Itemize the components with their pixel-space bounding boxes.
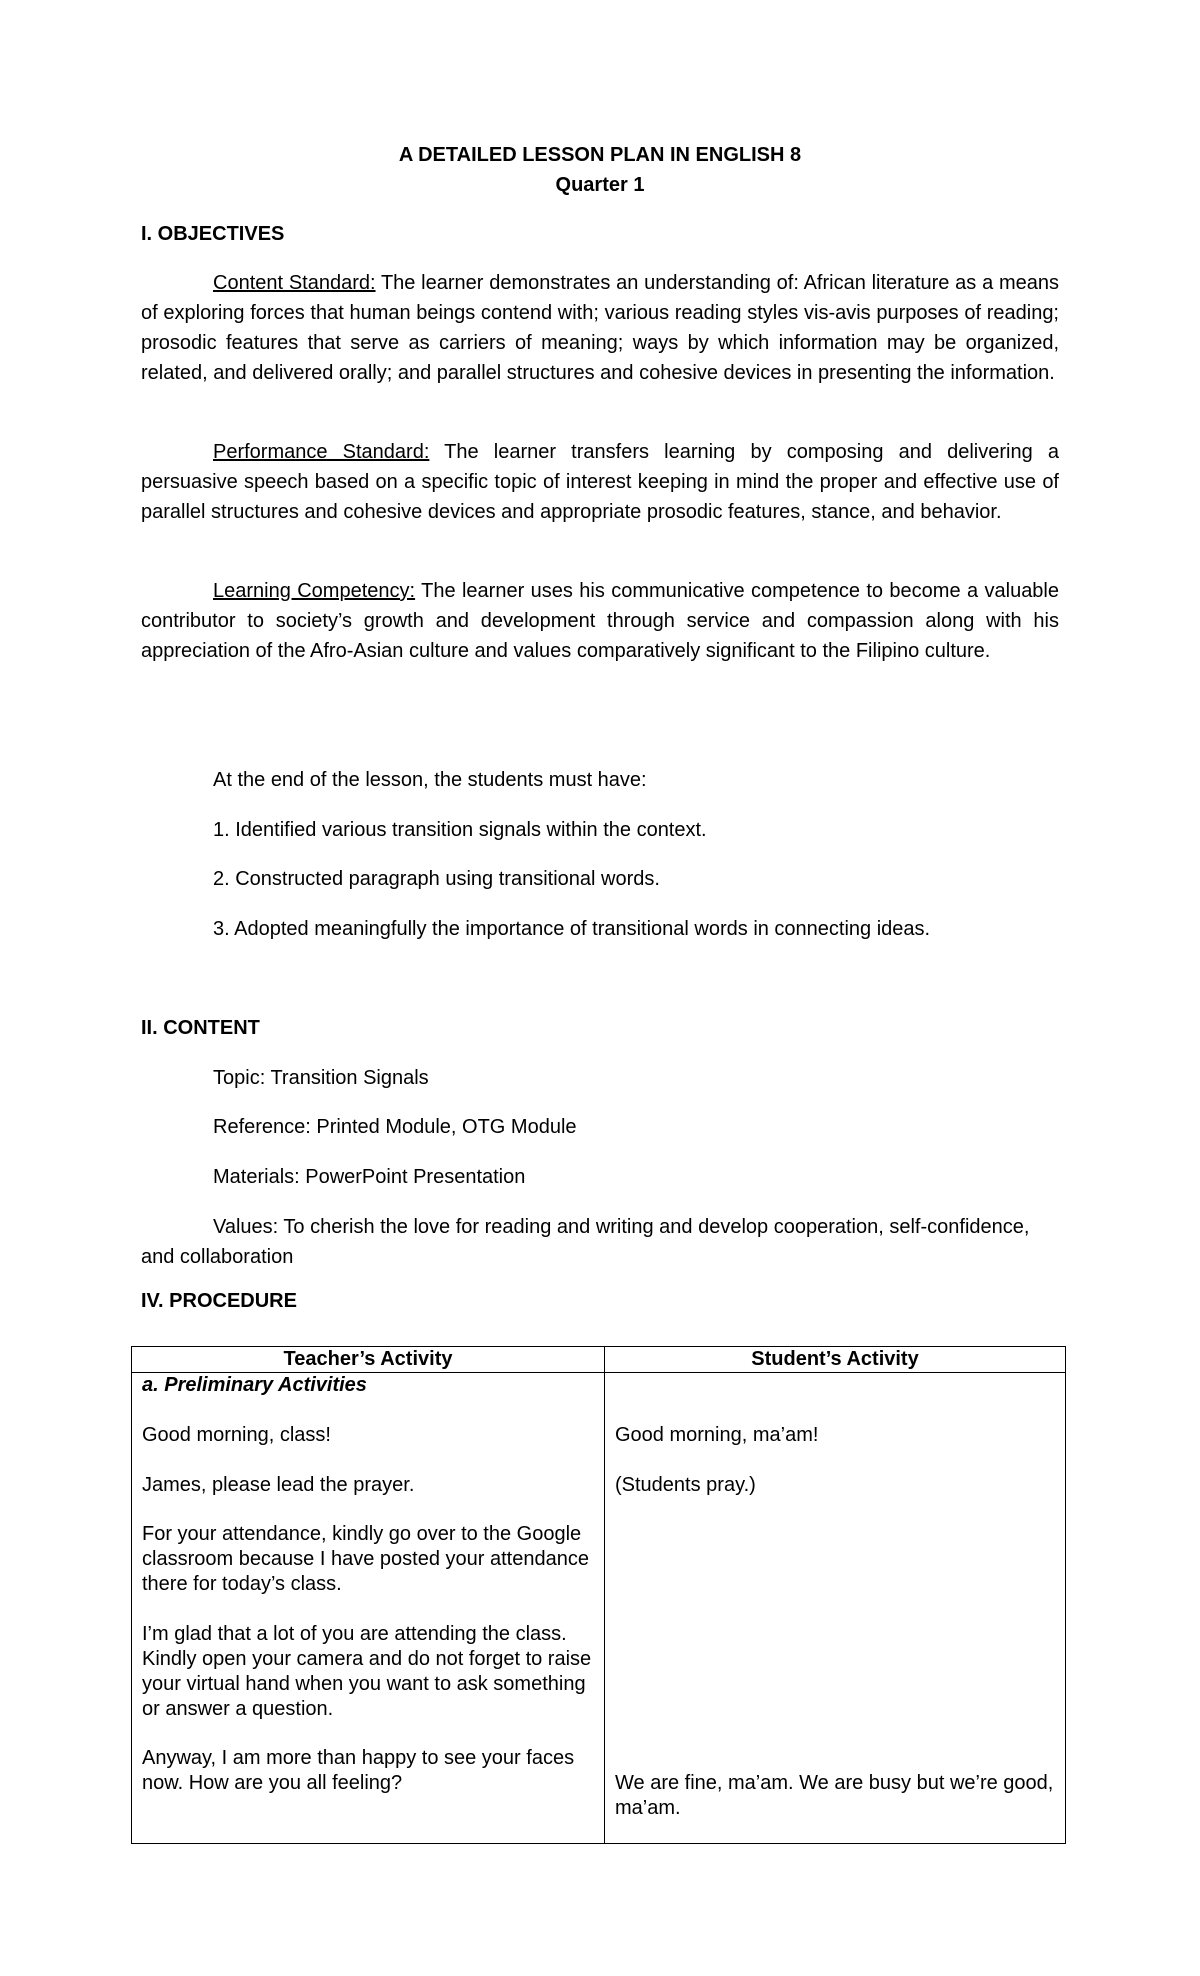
student-line: (Students pray.): [615, 1474, 756, 1496]
student-line: We are fine, ma’am. We are busy but we’re good, ma’am.: [615, 1772, 1054, 1819]
preliminary-activities-label: a. Preliminary Activities: [142, 1374, 367, 1396]
performance-standard-label: Performance Standard:: [213, 441, 430, 463]
content-standard-text: The learner demonstrates an understanding of: African literature as a means of exploring forces that human beings contend with; various reading styles vis-avis purposes of reading; prosodic features that serve as carriers of meaning; ways by which information may be organized, related, and delivered orally; and parallel structures and cohesive devices in presenting the information.: [141, 272, 1059, 384]
content-standard-paragraph: [141, 268, 1059, 388]
content-values: Values: To cherish the love for reading and writing and develop cooperation, self-confidence, and collaboration: [141, 1216, 1030, 1268]
teacher-activity-cell: [132, 1373, 605, 1844]
teacher-line: I’m glad that a lot of you are attending the class. Kindly open your camera and do not forget to raise your virtual hand when you want to ask something or answer a question.: [142, 1623, 592, 1720]
teacher-activity-header: Teacher’s Activity: [132, 1347, 605, 1373]
objectives-heading: I. OBJECTIVES: [141, 223, 285, 245]
teacher-line: Good morning, class!: [142, 1424, 331, 1446]
performance-standard-paragraph: [141, 437, 1059, 527]
student-activity-header: Student’s Activity: [605, 1347, 1066, 1373]
objective-item: 1. Identified various transition signals within the context.: [213, 819, 707, 841]
learning-competency-paragraph: [141, 576, 1059, 666]
teacher-line: James, please lead the prayer.: [142, 1474, 415, 1496]
learning-competency-text: The learner uses his communicative competence to become a valuable contributor to society’s growth and development through service and compassion along with his appreciation of the Afro-Asian culture and values comparatively significant to the Filipino culture.: [141, 580, 1060, 662]
student-line: Good morning, ma’am!: [615, 1424, 819, 1446]
content-topic: Topic: Transition Signals: [213, 1067, 429, 1089]
content-reference: Reference: Printed Module, OTG Module: [213, 1116, 577, 1138]
objective-item: 2. Constructed paragraph using transitional words.: [213, 868, 660, 890]
content-materials: Materials: PowerPoint Presentation: [213, 1166, 526, 1188]
procedure-table: [131, 1346, 1066, 1844]
objectives-intro: At the end of the lesson, the students must have:: [213, 769, 647, 791]
content-standard-label: Content Standard:: [213, 272, 376, 294]
procedure-table-header-row: [132, 1347, 1066, 1373]
learning-competency-label: Learning Competency:: [213, 580, 416, 602]
teacher-line: For your attendance, kindly go over to the Google classroom because I have posted your attendance there for today’s class.: [142, 1523, 589, 1595]
student-activity-cell: [605, 1373, 1066, 1844]
procedure-table-row: [132, 1373, 1066, 1844]
document-subtitle: Quarter 1: [555, 174, 645, 196]
procedure-heading: IV. PROCEDURE: [141, 1290, 297, 1312]
performance-standard-text: The learner transfers learning by composing and delivering a persuasive speech based on a specific topic of interest keeping in mind the proper and effective use of parallel structures and cohesive devices and appropriate prosodic features, stance, and behavior.: [141, 441, 1059, 523]
objective-item: 3. Adopted meaningfully the importance of transitional words in connecting ideas.: [213, 918, 931, 940]
teacher-line: Anyway, I am more than happy to see your faces now. How are you all feeling?: [142, 1747, 575, 1794]
content-heading: II. CONTENT: [141, 1017, 260, 1039]
document-title: A DETAILED LESSON PLAN IN ENGLISH 8: [398, 144, 802, 166]
